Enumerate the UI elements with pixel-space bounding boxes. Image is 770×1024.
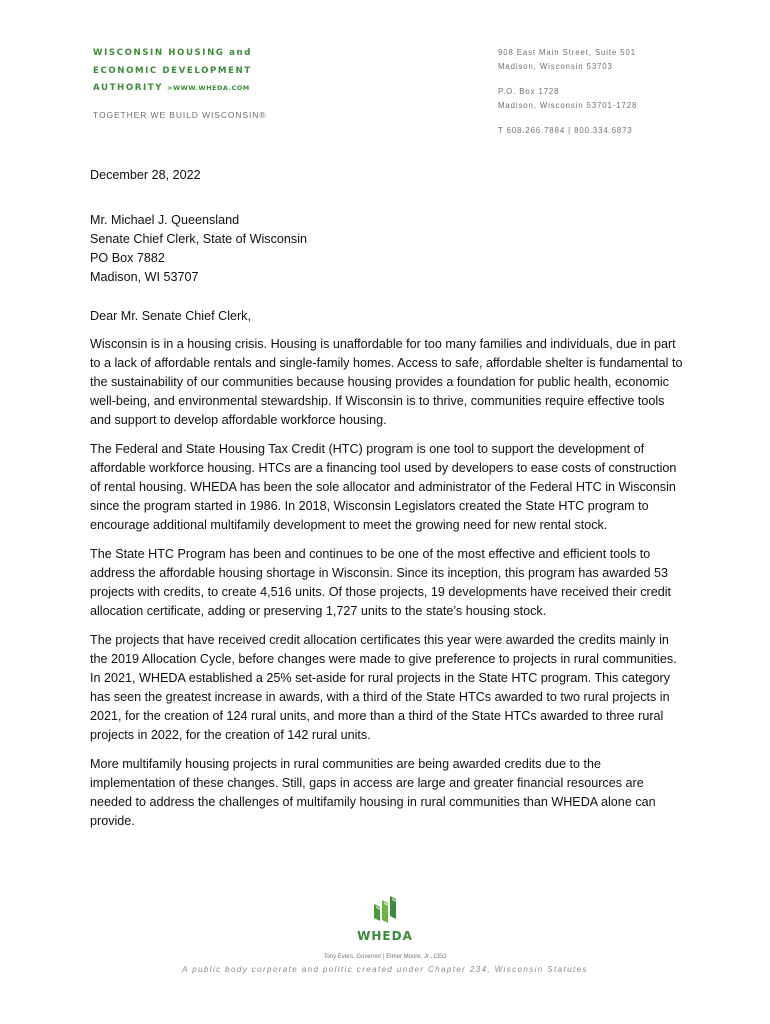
street-address-line-1: 908 East Main Street, Suite 501	[498, 48, 636, 57]
organization-name	[93, 45, 252, 98]
street-address-line-2: Madison, Wisconsin 53703	[498, 62, 613, 71]
recipient-line: Senate Chief Clerk, State of Wisconsin	[90, 232, 307, 246]
tagline: TOGETHER WE BUILD WISCONSIN®	[93, 110, 267, 120]
website-link[interactable]: >WWW.WHEDA.COM	[167, 84, 250, 92]
body-paragraph: More multifamily housing projects in rural communities are being awarded credits due to the implementation of these changes. Still, gaps in access are large and greater financial resources are needed to address the challenges of multifamily housing in rural communities than WHEDA alone can provide.	[90, 757, 656, 828]
org-name-line-2: ECONOMIC DEVELOPMENT	[93, 65, 252, 76]
letter-body	[90, 166, 688, 831]
body-paragraph: The Federal and State Housing Tax Credit (HTC) program is one tool to support the development of affordable workforce housing. HTCs are a financing tool used by developers to ease costs of construction of rental housing. WHEDA has been the sole allocator and administrator of the Federal HTC in Wisconsin since the program started in 1986. In 2018, Wisconsin Legislators created the State HTC program to encourage additional multifamily development to meet the growing need for new rental stock.	[90, 442, 677, 532]
body-paragraph: The State HTC Program has been and continues to be one of the most effective and efficient tools to address the affordable housing shortage in Wisconsin. Since its inception, this program has awarded 53 projects with credits, to create 4,516 units. Of those projects, 19 developments have received their credit allocation certificate, adding or preserving 1,727 units to the state’s housing stock.	[90, 547, 672, 618]
footer-officials: Tony Evers, Governor | Elmer Moore, Jr., CEO	[323, 954, 447, 960]
letter-date: December 28, 2022	[90, 168, 201, 182]
address-block	[498, 46, 637, 138]
recipient-line: PO Box 7882	[90, 251, 165, 265]
body-paragraph: The projects that have received credit allocation certificates this year were awarded the credits mainly in the 2019 Allocation Cycle, before changes were made to give preference to projects in rural communities. In 2021, WHEDA established a 25% set-aside for rural projects in the State HTC program. This category has seen the greatest increase in awards, with a third of the State HTCs awarded to two rural projects in 2021, for the creation of 124 rural units, and more than a third of the State HTCs awarded to three rural projects in 2022, for the creation of 142 rural units.	[90, 633, 677, 742]
po-box-line-1: P.O. Box 1728	[498, 87, 560, 96]
recipient-address	[90, 211, 688, 287]
wheda-logo	[350, 896, 420, 943]
po-box-line-2: Madison, Wisconsin 53701-1728	[498, 101, 638, 110]
wheda-logo-icon	[373, 896, 397, 926]
logo-wordmark: WHEDA	[357, 929, 413, 943]
org-name-line-3: AUTHORITY >WWW.WHEDA.COM	[93, 83, 250, 93]
phone-numbers: T 608.266.7884 | 800.334.6873	[498, 126, 633, 135]
recipient-line: Mr. Michael J. Queensland	[90, 213, 240, 227]
footer-statute: A public body corporate and politic created under Chapter 234, Wisconsin Statutes	[182, 965, 588, 974]
org-name-line-1: WISCONSIN HOUSING and	[93, 48, 253, 58]
body-paragraph: Wisconsin is in a housing crisis. Housing is unaffordable for too many families and individuals, due in part to a lack of affordable rentals and single-family homes. Access to safe, affordable shelter is fundamental to the sustainability of our communities because housing provides a foundation for public health, economic well-being, and environmental stewardship. If Wisconsin is to thrive, communities require effective tools and support to develop affordable workforce housing.	[90, 337, 683, 427]
recipient-line: Madison, WI 53707	[90, 270, 199, 284]
salutation: Dear Mr. Senate Chief Clerk,	[90, 309, 251, 323]
